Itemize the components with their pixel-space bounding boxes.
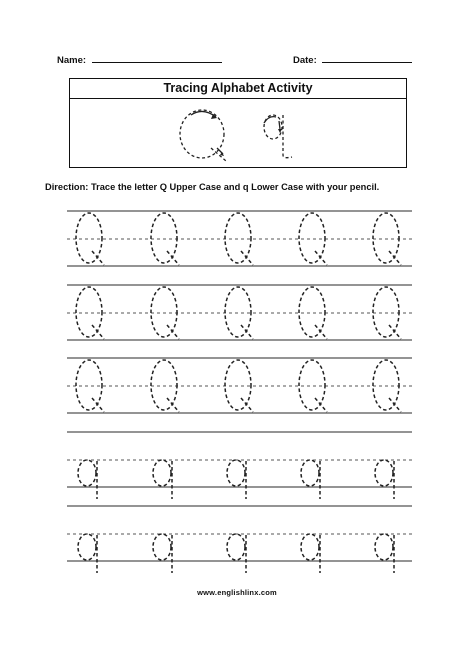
name-label: Name:	[57, 55, 87, 66]
trace-lower-q[interactable]	[227, 534, 246, 573]
trace-lower-q[interactable]	[153, 534, 172, 573]
trace-lower-q[interactable]	[78, 460, 97, 499]
direction-text: Direction: Trace the letter Q Upper Case and q Lower Case with your pencil.	[45, 182, 380, 192]
trace-lower-q[interactable]	[78, 534, 97, 573]
trace-lower-q[interactable]	[301, 534, 320, 573]
trace-lower-q[interactable]	[153, 460, 172, 499]
trace-lower-q[interactable]	[301, 460, 320, 499]
activity-title: Tracing Alphabet Activity	[70, 79, 406, 99]
tracing-row[interactable]	[67, 211, 412, 266]
trace-lower-q[interactable]	[375, 460, 394, 499]
tracing-row[interactable]	[67, 285, 412, 340]
tracing-row[interactable]	[67, 358, 412, 413]
tracing-row[interactable]	[67, 432, 412, 499]
date-label: Date:	[293, 55, 317, 66]
website-footer: www.englishlinx.com	[197, 588, 277, 597]
trace-lower-q[interactable]	[227, 460, 246, 499]
trace-lower-q[interactable]	[375, 534, 394, 573]
tracing-row[interactable]	[67, 506, 412, 573]
